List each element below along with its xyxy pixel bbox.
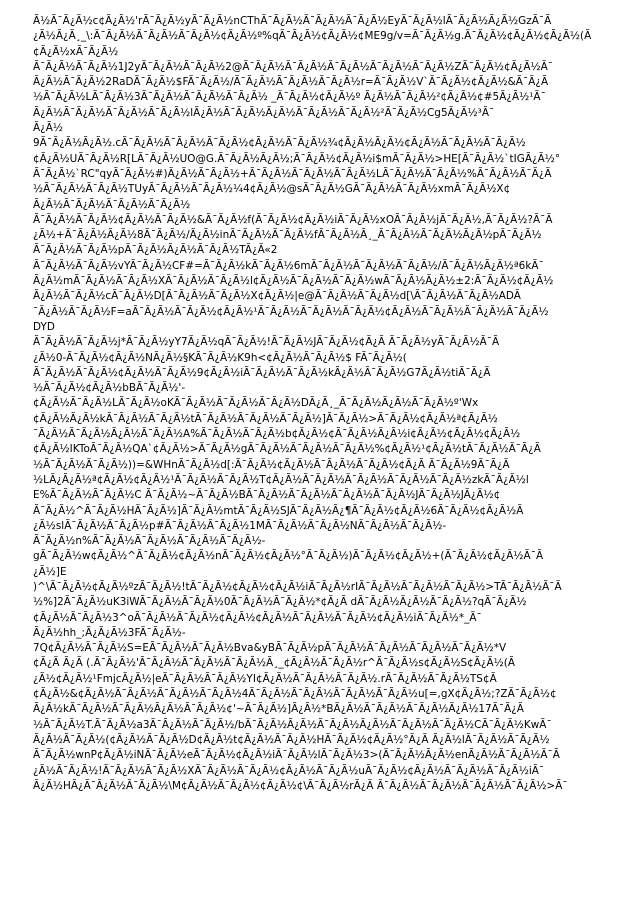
text-line: Ã¿Ã½ — [33, 122, 64, 135]
text-line: ¿Ã½0-Ã¯Ã¿Ã½¢Ã¿Ã½NÃ¿Ã½§KÃ¯Ã¿Ã½K9h<¢Ã¿Ã½Ã¯Ã¿Ã½$ FÃ¯Ã¿Ã½( — [33, 351, 407, 364]
text-line: ¿Ã½slÃ¯Ã¿Ã½Ã¯Ã¿Ã½p#Ã¯Ã¿Ã½Ã¯Ã¿Ã½1MÃ¯Ã¿Ã½Ã¯Ã¿Ã½NÃ¯Ã¿Ã½Ã¯Ã¿Ã½- — [33, 519, 447, 532]
text-line: Ã¯Ã¿Ã½Ã¯Ã¿Ã½pÃ¯Ã¿Ã½Ã¿Ã½Ã¯Ã¿Ã½TÃ¿Ã«2 — [33, 244, 278, 257]
text-line: Ã¿Ã½Ã¯Ã¿Ã½Ã¯Ã¿Ã½Ã¯Ã¿Ã½lÃ¿Ã½Ã¯Ã¿Ã½Ã¿Ã½Ã¯Ã¿Ã½Ã¯Ã¿Ã½²Ã¯Ã¿Ã½Cg5Ã¿Ã½³Ã¯ — [33, 106, 495, 119]
text-line: Ã¿Ã½HÃ¿Ã¯Ã¿Ã½Ã¯Ã¿Ã½\M¢Ã¿Ã½Ã¯Ã¿Ã½¢Ã¿Ã½¢\Ã¯Ã¿Ã½rÃ¿Ã Ã¯Ã¿Ã½Ã¯Ã¿Ã½Ã¯Ã¿Ã½Ã¯Ã¿Ã½>Ã¯ — [33, 779, 568, 792]
text-line: ½Ã¯Ã¿Ã½LÃ¯Ã¿Ã½3Ã¯Ã¿Ã½Ã¯Ã¿Ã½Ã¯Ã¿Ã½ _Ã¯Ã¿Ã½¢Ã¿Ã½º Ã¿Ã½Ã¯Ã¿Ã½²¢Ã¿Ã½¢#5Ã¿Ã½¹Ã¯ — [33, 91, 546, 104]
text-line: Ã¿Ã½hh_;Ã¿Ã¿Ã½3FÃ¯Ã¿Ã½- — [33, 626, 186, 639]
text-line: ¿Ã½+Ã¯Ã¿Ã½Ã¿Ã½8Ã¯Ã¿Ã½/Ã¿Ã½inÃ¯Ã¿Ã½Ã¯Ã¿Ã½fÃ¯Ã¿Ã½Ã¸_Ã¯Ã¿Ã½Ã¯Ã¿Ã½Ã¿Ã½pÃ¯Ã¿Ã½ — [33, 229, 542, 242]
text-line: ¢Ã¿Ã½IKToÃ¯Ã¿Ã½QA`¢Ã¿Ã½>Ã¯Ã¿Ã½gÃ¯Ã¿Ã½Ã¯Ã¿Ã½Ã¯Ã¿Ã½%¢Ã¿Ã½¹¢Ã¿Ã½tÃ¯Ã¿Ã½Ã¯Ã¿Ã — [33, 443, 541, 456]
text-line: ¯Ã¿Ã½Ã¯Ã¿Ã½Ã¿Ã½Ã¯Ã¿Ã½A%Ã¯Ã¿Ã½Ã¯Ã¿Ã½b¢Ã¿Ã½¢Ã¯Ã¿Ã½Ã¿Ã½i¢Ã¿Ã½¢Ã¿Ã½¢Ã¿Ã½ — [33, 428, 521, 441]
text-line: ½Ã¯Ã¿Ã½¢Ã¿Ã½bBÃ¯Ã¿Ã½'- — [33, 382, 186, 395]
text-line: Ã¯Ã¿Ã½Ã¯Ã¿Ã½1J2yÃ¯Ã¿Ã½Ã¯Ã¿Ã½2@Ã¯Ã¿Ã½Ã¯Ã¿Ã½Ã¯Ã¿Ã½Ã¯Ã¿Ã½Ã¯Ã¿Ã½ZÃ¯Ã¿Ã½¢Ã¿Ã½Ã¯ — [33, 60, 554, 73]
text-line: E%Ã¯Ã¿Ã½Ã¯Ã¿Ã½C Ã¯Ã¿Ã½~Ã¯Ã¿Ã½BÃ¯Ã¿Ã½Ã¯Ã¿Ã½Ã¯Ã¿Ã½Ã¯Ã¿Ã½JÃ¯Ã¿Ã½JÃ¿Ã½¢ — [33, 489, 501, 502]
text-line: Ã¯Ã¿Ã½Ã¯Ã¿Ã½¢Ã¿Ã½Ã¯Ã¿Ã½&Ã¯Ã¿Ã½f(Ã¯Ã¿Ã½¢Ã¿Ã½iÃ¯Ã¿Ã½xOÃ¯Ã¿Ã½jÃ¯Ã¿Ã½,Ã¯Ã¿Ã½?Ã¯Ã — [33, 213, 553, 226]
text-line: Ã¯Ã¿Ã½Ã¯Ã¿Ã½¢Ã¿Ã½Ã¯Ã¿Ã½9¢Ã¿Ã½iÃ¯Ã¿Ã½Ã¯Ã¿Ã½kÃ¿Ã½Ã¯Ã¿Ã½G7Ã¿Ã½tiÃ¯Ã¿Ã — [33, 366, 491, 379]
text-line: Ã¿Ã½Ã¯Ã¿Ã½Ã¯Ã¿Ã½Ã¯Ã¿Ã½ — [33, 198, 191, 211]
text-line: gÃ¯Ã¿Ã½w¢Ã¿Ã½^Ã¯Ã¿Ã½¢Ã¿Ã½nÃ¯Ã¿Ã½¢Ã¿Ã½°Ã¯Ã¿Ã½)Ã¯Ã¿Ã½¢Ã¿Ã½+(Ã¯Ã¿Ã½¢Ã¿Ã½Ã¯Ã — [33, 550, 544, 563]
text-line: Ã¯Ã¿Ã½Ã¯Ã¿Ã½vYÃ¯Ã¿Ã½CF#=Ã¯Ã¿Ã½kÃ¯Ã¿Ã½6mÃ¯Ã¿Ã½Ã¯Ã¿Ã½Ã¯Ã¿Ã½/Ã¯Ã¿Ã½Ã¿Ã½ª6kÃ¯ — [33, 259, 544, 272]
text-line: 7Q¢Ã¿Ã½Ã¯Ã¿Ã½S=EÃ¯Ã¿Ã½Ã¯Ã¿Ã½Bva&yBÃ¯Ã¿Ã½pÃ¯Ã¿Ã½Ã¯Ã¿Ã½Ã¯Ã¿Ã½Ã¯Ã¿Ã½*V — [33, 642, 507, 655]
text-line: ½Ã¯Ã¿Ã½Ã¯Ã¿Ã½TUyÃ¯Ã¿Ã½Ã¯Ã¿Ã½¼4¢Ã¿Ã½@sÃ¯Ã¿Ã½GÃ¯Ã¿Ã½Ã¯Ã¿Ã½xmÃ¯Ã¿Ã½X¢ — [33, 183, 511, 196]
text-line: Ã¿Ã½kÃ¯Ã¿Ã½Ã¯Ã¿Ã½Ã¿Ã½Ã¯Ã¿Ã½¢'~Ã¯Ã¿Ã½]Ã¿Ã½*BÃ¿Ã½Ã¯Ã¿Ã½Ã¯Ã¿Ã½Ã¿Ã½17Ã¯Ã¿Ã — [33, 703, 524, 716]
text-line: Ã¿Ã½Ã¯Ã¿Ã½2RaDÃ¯Ã¿Ã½$FÃ¯Ã¿Ã½/Ã¯Ã¿Ã½Ã¯Ã¿Ã½Ã¯Ã¿Ã½r=Ã¯Ã¿Ã½V`Ã¯Ã¿Ã½¢Ã¿Ã½&Ã¯Ã¿Ã — [33, 76, 549, 89]
text-line: DYD — [33, 320, 55, 333]
text-line: ¿Ã½Ã¯Ã¿Ã½!Ã¯Ã¿Ã½Ã¯Ã¿Ã½XÃ¯Ã¿Ã½Ã¯Ã¿Ã½¢Ã¿Ã½Ã¯Ã¿Ã½uÃ¯Ã¿Ã½¢Ã¿Ã½Ã¯Ã¿Ã½Ã¯Ã¿Ã½iÃ¯ — [33, 764, 545, 777]
text-line: ¢Ã¿Ã½Ã¯Ã¿Ã½3^oÃ¯Ã¿Ã½Ã¯Ã¿Ã½¢Ã¿Ã½¢Ã¿Ã½Ã¯Ã¿Ã½Ã¯Ã¿Ã½¢Ã¿Ã½iÃ¯Ã¿Ã½*_Ã¯ — [33, 611, 482, 624]
text-line: ¢Ã¿Ã½&¢Ã¿Ã½Ã¯Ã¿Ã½Ã¯Ã¿Ã½Ã¯Ã¿Ã½4Ã¯Ã¿Ã½Ã¯Ã¿Ã½Ã¯Ã¿Ã½Ã¯Ã¿Ã½u[=,gX¢Ã¿Ã½;?ZÃ¯Ã¿Ã½¢ — [33, 688, 557, 701]
text-line: ½Ã¯Ã¿Ã½T.Ã¯Ã¿Ã½a3Ã¯Ã¿Ã½Ã¯Ã¿Ã½/bÃ¯Ã¿Ã½Ã¿Ã½Ã¯Ã¿Ã½Ã¿Ã½Ã¯Ã¿Ã½Ã¯Ã¿Ã½CÃ¯Ã¿Ã½KwÃ¯ — [33, 718, 552, 731]
text-line: ¢Ã¿Ã½Ã¿Ã½kÃ¯Ã¿Ã½Ã¯Ã¿Ã½tÃ¯Ã¿Ã½Ã¯Ã¿Ã½Ã¯Ã¿Ã½]Ã¯Ã¿Ã½>Ã¯Ã¿Ã½¢Ã¿Ã½ª¢Ã¿Ã½ — [33, 412, 498, 425]
text-line: Ã¯Ã¿Ã½`RC"qyÃ¯Ã¿Ã½#)Ã¿Ã½Ã¯Ã¿Ã½+Ã¯Ã¿Ã½Ã¯Ã¿Ã½Ã¯Ã¿Ã½LÃ¯Ã¿Ã½Ã¯Ã¿Ã½%Ã¯Ã¿Ã½Ã¯Ã¿Ã — [33, 167, 552, 180]
text-line: Ã½Ã¯Ã¿Ã½c¢Ã¿Ã½'rÃ¯Ã¿Ã½yÃ¯Ã¿Ã½nCThÃ¯Ã¿Ã½Ã¯Ã¿Ã½Ã¯Ã¿Ã½EyÃ¯Ã¿Ã½lÃ¯Ã¿Ã½Ã¿Ã½GzÃ¯Ã — [33, 15, 552, 27]
text-line: ¯Ã¿Ã½Ã¯Ã¿Ã½F=aÃ¯Ã¿Ã½Ã¯Ã¿Ã½¢Ã¿Ã½¹Ã¯Ã¿Ã½Ã¯Ã¿Ã½Ã¯Ã¿Ã½¢Ã¿Ã½Ã¯Ã¿Ã½Ã¯Ã¿Ã½Ã¯Ã¿Ã½ — [33, 305, 549, 318]
text-line: ½%]2Ã¯Ã¿Ã½uK3iWÃ¯Ã¿Ã½Ã¯Ã¿Ã½0Ã¯Ã¿Ã½Ã¯Ã¿Ã½*¢Ã¿Ã dÃ¯Ã¿Ã½Ã¿Ã½Ã¯Ã¿Ã½?qÃ¯Ã¿Ã½ — [33, 596, 527, 609]
text-line: Ã¯Ã¿Ã½^Ã¯Ã¿Ã½HÃ¯Ã¿Ã½]Ã¯Ã¿Ã½mtÃ¯Ã¿Ã½SJÃ¯Ã¿Ã½Ã¿¶Ã¯Ã¿Ã½¢Ã¿Ã½6Ã¯Ã¿Ã½¢Ã¿Ã½Ã — [33, 504, 524, 517]
text-line: ½LÃ¿Ã¿Ã½ª¢Ã¿Ã½¢Ã¿Ã½¹Ã¯Ã¿Ã½Ã¯Ã¿Ã½T¢Ã¿Ã½Ã¯Ã¿Ã½Ã¯Ã¿Ã½Ã¯Ã¿Ã½Ã¯Ã¿Ã½zkÃ¯Ã¿Ã½l — [33, 473, 529, 486]
text-line: Ã¿Ã½Ã¯Ã¿Ã½(¢Ã¿Ã½Ã¯Ã¿Ã½D¢Ã¿Ã½t¢Ã¿Ã½Ã¯Ã¿Ã½HÃ¯Ã¿Ã½¢Ã¿Ã½°Ã¿Ã Ã¿Ã½lÃ¯Ã¿Ã½Ã¯Ã¿Ã½ — [33, 733, 550, 746]
garbled-text-body — [33, 14, 605, 794]
text-line: ¿Ã½]E — [33, 565, 67, 578]
text-line: 9Ã¯Ã¿Ã½Ã¿Ã½.cÃ¯Ã¿Ã½Ã¯Ã¿Ã½Ã¯Ã¿Ã½¢Ã¿Ã½Ã¯Ã¿Ã½¾¢Ã¿Ã½Ã¿Ã½¢Ã¿Ã½Ã¯Ã¿Ã½Ã¯Ã¿Ã½ — [33, 137, 526, 150]
text-line: ¿Ã½¢Ã¿Ã½¹FmjcÃ¿Ã½|eÃ¯Ã¿Ã½Ã¯Ã¿Ã½YI¢Ã¿Ã½Ã¯Ã¿Ã½Ã¯Ã¿Ã½.rÃ¯Ã¿Ã½Ã¯Ã¿Ã½TS¢Ã — [33, 672, 497, 685]
text-line: Ã¯Ã¿Ã½Ã¯Ã¿Ã½j*Ã¯Ã¿Ã½yY7Ã¿Ã½qÃ¯Ã¿Ã½!Ã¯Ã¿Ã½JÃ¯Ã¿Ã½¢Ã¿Ã Ã¯Ã¿Ã½yÃ¯Ã¿Ã½Ã¯Ã — [33, 336, 500, 349]
text-line: ¢Ã¿Ã½Ã¯Ã¿Ã½LÃ¯Ã¿Ã½oKÃ¯Ã¿Ã½Ã¯Ã¿Ã½Ã¯Ã¿Ã½DÃ¿Ã¸_Ã¯Ã¿Ã½Ã¿Ã½Ã¯Ã¿Ã½º'Wx — [33, 397, 479, 410]
text-line: Ã¯Ã¿Ã½wnP¢Ã¿Ã½iNÃ¯Ã¿Ã½eÃ¯Ã¿Ã½¢Ã¿Ã½iÃ¯Ã¿Ã½lÃ¯Ã¿Ã½3>(Ã¯Ã¿Ã½Ã¿Ã½enÃ¿Ã½Ã¯Ã¿Ã½Ã¯Ã — [33, 749, 560, 762]
text-line: Ã¯Ã¿Ã½n%Ã¯Ã¿Ã½Ã¯Ã¿Ã½Ã¯Ã¿Ã½Ã¯Ã¿Ã½- — [33, 535, 266, 548]
text-line: Ã¿Ã½mÃ¯Ã¿Ã½Ã¯Ã¿Ã½XÃ¯Ã¿Ã½Ã¯Ã¿Ã½l¢Ã¿Ã½Ã¯Ã¿Ã½Ã¯Ã¿Ã½wÃ¯Ã¿Ã½Ã¿Ã½±2:Ã¯Ã¿Ã½¢Ã¿Ã½ — [33, 275, 554, 288]
text-line: ¢Ã¿Ã½UÃ¯Ã¿Ã½R[LÃ¯Ã¿Ã½UO@G.Ã¯Ã¿Ã½Ã¿Ã½;Ã¯Ã¿Ã½¢Ã¿Ã½i$mÃ¯Ã¿Ã½>HE[Ã¯Ã¿Ã½`tIGÃ¿Ã½° — [33, 152, 561, 165]
text-line: ¢Ã¿Ã½xÃ¯Ã¿Ã½ — [33, 45, 119, 58]
text-line: Ã¿Ã½Ã¯Ã¿Ã½cÃ¯Ã¿Ã½D[Ã¯Ã¿Ã½Ã¯Ã¿Ã½X¢Ã¿Ã½|e@Ã¯Ã¿Ã½Ã¯Ã¿Ã½d[\Ã¯Ã¿Ã½Ã¯Ã¿Ã½ADÃ — [33, 290, 521, 303]
text-line: ¿Ã½Ã¿Ã¸_\:Ã¯Ã¿Ã½Ã¯Ã¿Ã½Ã¯Ã¿Ã½¢Ã¿Ã½º%qÃ¯Ã¿Ã½¢Ã¿Ã½¢ME9g/v=Ã¯Ã¿Ã½g.Ã¯Ã¿Ã½¢Ã¿Ã½¢Ã¿Ã½(Ã — [33, 30, 592, 43]
text-line: )^\Ã¯Ã¿Ã½¢Ã¿Ã½ºzÃ¯Ã¿Ã½!tÃ¯Ã¿Ã½¢Ã¿Ã½¢Ã¿Ã½iÃ¯Ã¿Ã½rIÃ¯Ã¿Ã½Ã¯Ã¿Ã½Ã¯Ã¿Ã½>TÃ¯Ã¿Ã½Ã¯Ã — [33, 580, 562, 593]
text-line: ½Ã¯Ã¿Ã½Ã¯Ã¿Ã½))=&WHnÃ¯Ã¿Ã½d[:Ã¯Ã¿Ã½¢Ã¿Ã½Ã¯Ã¿Ã½Ã¯Ã¿Ã½¢Ã¿Ã Ã¯Ã¿Ã½9Ã¯Ã¿Ã — [33, 458, 510, 471]
text-line: ¢Ã¿Ã Ã¿Ã (.Ã¯Ã¿Ã½'Ã¯Ã¿Ã½Ã¯Ã¿Ã½Ã¯Ã¿Ã½Ã¸_¢Ã¿Ã½Ã¯Ã¿Ã½r^Ã¯Ã¿Ã½s¢Ã¿Ã½S¢Ã¿Ã½(Ã — [33, 657, 516, 670]
